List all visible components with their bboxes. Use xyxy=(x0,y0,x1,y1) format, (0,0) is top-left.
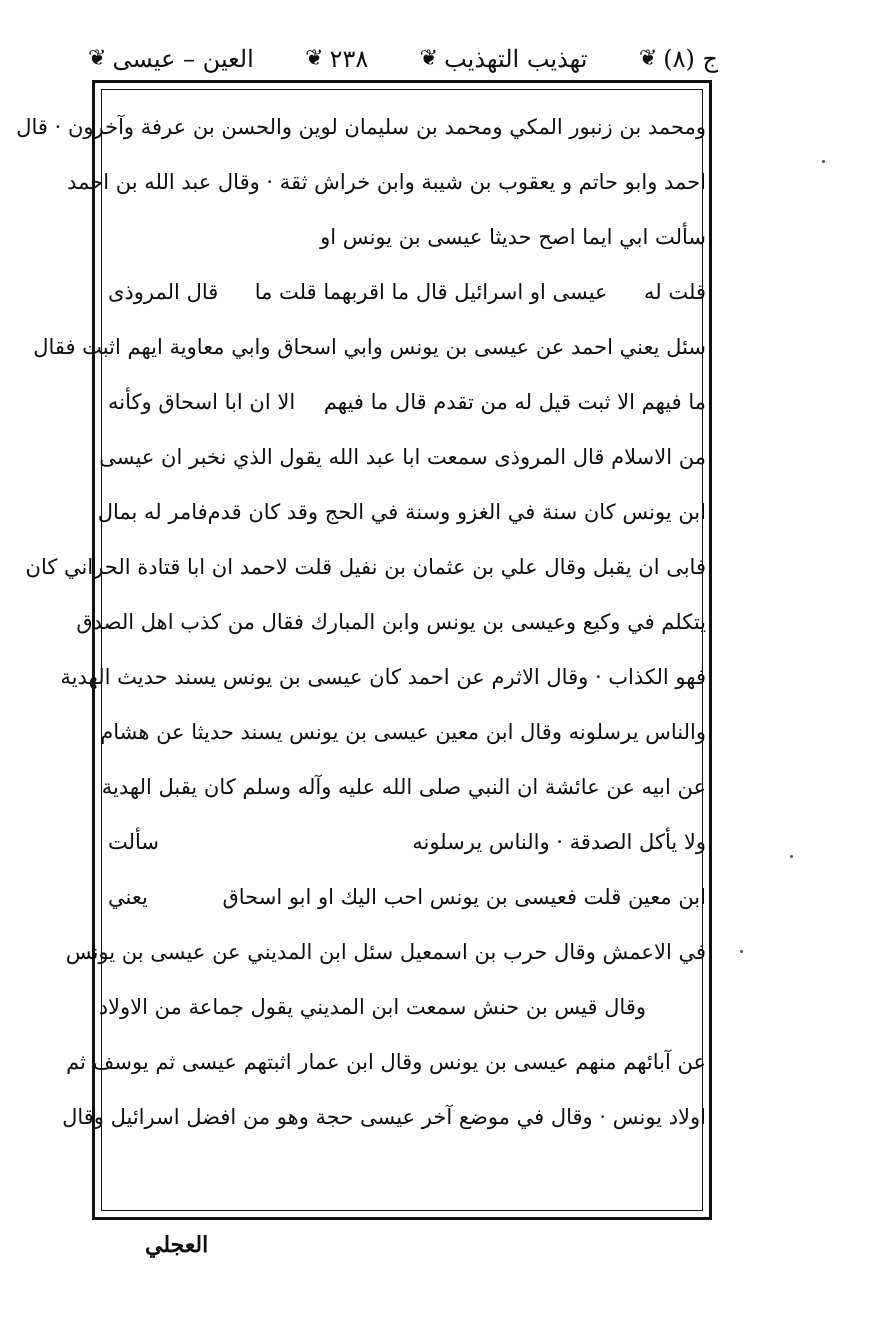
text-line-5: سئل يعني احمد عن عيسى بن يونس وابي اسحاق وابي معاوية ايهم اثبت فقال xyxy=(33,335,706,359)
text-line-16: في الاعمش وقال حرب بن اسمعيل سئل ابن المديني عن عيسى بن يونس xyxy=(65,940,706,964)
text-line-14 xyxy=(108,815,706,870)
text-line-8-part-2: فامر له بمال xyxy=(97,500,208,524)
text-line-14-part-2: سألت xyxy=(108,830,160,854)
text-line-6-part-2: الا ان ابا اسحاق وكأنه xyxy=(108,390,296,414)
volume-label: ج (٨) xyxy=(663,45,718,73)
text-line-14-part-1: ولا يأكل الصدقة · والناس يرسلونه xyxy=(412,830,706,854)
text-line-12: والناس يرسلونه وقال ابن معين عيسى بن يونس يسند حديثا عن هشام xyxy=(100,720,706,744)
text-line-6-part-1: ما فيهم الا ثبت قيل له من تقدم قال ما فيهم xyxy=(323,390,706,414)
text-line-8-part-1: ابن يونس كان سنة في الغزو وسنة في الحج وقد كان قدم xyxy=(207,500,706,524)
section-title: العين – عيسى xyxy=(112,45,254,73)
scan-speck xyxy=(740,950,743,953)
page-number: ٢٣٨ xyxy=(329,45,369,73)
scan-speck xyxy=(822,160,825,163)
header-volume-group xyxy=(639,45,718,73)
text-line-11: فهو الكذاب · وقال الاثرم عن احمد كان عيسى بن يونس يسند حديث الهدية xyxy=(60,665,706,689)
text-line-10: يتكلم في وكيع وعيسى بن يونس وابن المبارك فقال من كذب اهل الصدق xyxy=(76,610,706,634)
scan-speck xyxy=(790,855,793,858)
text-line-18: عن آبائهم منهم عيسى بن يونس وقال ابن عمار اثبتهم عيسى ثم يوسف ثم xyxy=(66,1050,706,1074)
text-line-4-part-3: قال المروذى xyxy=(108,280,219,304)
text-line-9: فابى ان يقبل وقال علي بن عثمان بن نفيل قلت لاحمد ان ابا قتادة الحراني كان xyxy=(25,555,706,579)
text-line-15-part-2: يعني xyxy=(108,885,148,909)
running-header xyxy=(88,36,718,82)
header-section-group xyxy=(88,45,254,73)
text-line-4-part-2: عيسى او اسرائيل قال ما اقربهما قلت ما xyxy=(254,280,608,304)
book-title: تهذيب التهذيب xyxy=(444,45,588,73)
text-line-6 xyxy=(108,375,706,430)
text-line-15-part-1: ابن معين قلت فعيسى بن يونس احب اليك او ابو اسحاق xyxy=(222,885,706,909)
ornament-icon: ❦ xyxy=(305,46,324,71)
text-line-1: ومحمد بن زنبور المكي ومحمد بن سليمان لوين والحسن بن عرفة وآخرون · قال xyxy=(16,115,706,139)
text-line-8 xyxy=(97,485,706,540)
text-line-4-part-1: قلت له xyxy=(644,280,706,304)
ornament-icon: ❦ xyxy=(88,46,107,71)
ornament-icon: ❦ xyxy=(419,46,439,71)
text-line-3: سألت ابي ايما اصح حديثا عيسى بن يونس او xyxy=(320,225,706,249)
text-line-7: من الاسلام قال المروذى سمعت ابا عبد الله يقول الذي نخبر ان عيسى xyxy=(99,445,706,469)
text-line-13: عن ابيه عن عائشة ان النبي صلى الله عليه وآله وسلم كان يقبل الهدية xyxy=(101,775,706,799)
header-title-group xyxy=(420,45,588,73)
text-line-4 xyxy=(108,265,706,320)
text-line-15 xyxy=(108,870,706,925)
text-line-19: اولاد يونس · وقال في موضع آخر عيسى حجة وهو من افضل اسرائيل وقال xyxy=(62,1105,706,1129)
text-line-2: احمد وابو حاتم و يعقوب بن شيبة وابن خراش ثقة · وقال عبد الله بن احمد xyxy=(67,170,706,194)
ornament-icon: ❦ xyxy=(638,46,658,71)
header-page-group xyxy=(305,45,368,73)
catchword: العجلي xyxy=(145,1232,209,1258)
text-line-17: وقال قيس بن حنش سمعت ابن المديني يقول جماعة من الاولاد xyxy=(98,995,646,1019)
body-text xyxy=(16,100,706,1145)
